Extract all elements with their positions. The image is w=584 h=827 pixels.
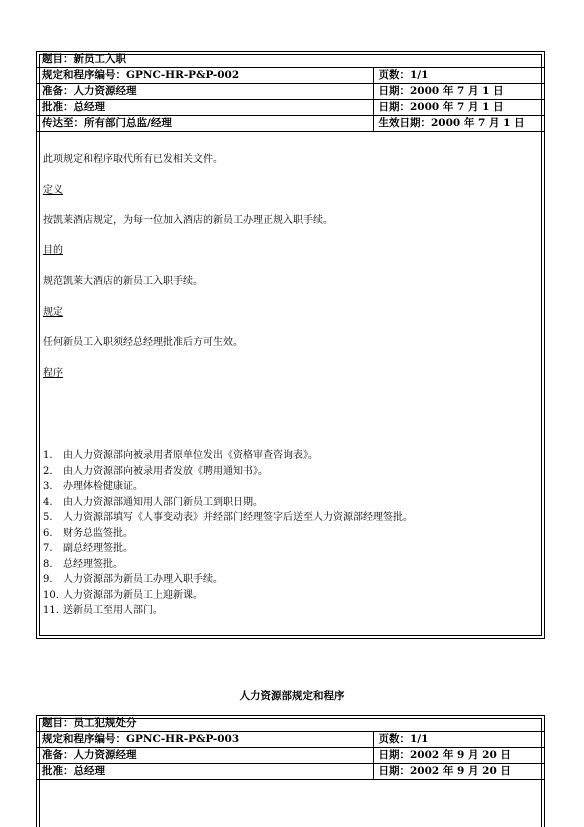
step-number: 5. [43, 512, 53, 523]
section-title: 人力资源部规定和程序 [239, 690, 345, 702]
prepared-date: 2002 年 9 月 20 日 [410, 749, 511, 761]
step-text: 总经理签批。 [63, 558, 123, 570]
distribution-row [37, 116, 544, 132]
title-row [37, 716, 544, 732]
page-label: 页数： [378, 69, 410, 81]
prepared-date-label: 日期： [378, 749, 410, 761]
approved-date-label: 日期： [378, 765, 410, 777]
policy-text: 任何新员工入职须经总经理批准后方可生效。 [43, 337, 243, 348]
step-text: 人力资源部为新员工办理入职手续。 [63, 574, 223, 585]
policy-heading: 规定 [43, 307, 63, 318]
procedure-step [43, 493, 413, 509]
step-text: 由人力资源部通知用人部门新员工到职日期。 [63, 496, 263, 508]
procedure-step [43, 477, 413, 493]
purpose-heading: 目的 [43, 245, 63, 256]
approved-date-label: 日期： [378, 101, 410, 113]
approved-label: 批准： [42, 765, 74, 777]
approved-date: 2000 年 7 月 1 日 [410, 101, 504, 113]
prepared-label: 准备： [42, 749, 74, 761]
procedure-document-2 [36, 715, 545, 827]
procedure-step [43, 586, 413, 602]
step-number: 1. [43, 450, 53, 461]
title-label: 题目： [42, 717, 74, 729]
document-code: GPNC-HR-P&P-002 [126, 69, 240, 81]
page-count: 1/1 [410, 733, 429, 745]
step-text: 由人力资源部向被录用者原单位发出《资格审查咨询表》。 [63, 450, 318, 461]
approved-row [37, 100, 544, 116]
prepared-by: 人力资源经理 [73, 85, 137, 97]
header-table-2 [37, 716, 544, 780]
approved-label: 批准： [42, 101, 74, 113]
step-text: 副总经理签批。 [63, 543, 133, 554]
step-number: 8. [43, 558, 53, 570]
procedure-step [43, 462, 413, 478]
step-number: 6. [43, 527, 53, 539]
effective-date-label: 生效日期： [378, 117, 431, 129]
definition-text: 按凯莱酒店规定，为每一位加入酒店的新员工办理正规入职手续。 [43, 215, 333, 226]
approved-date: 2002 年 9 月 20 日 [410, 765, 511, 777]
prepared-row [37, 84, 544, 100]
procedure-step [43, 446, 413, 462]
step-text: 办理体检健康证。 [63, 481, 143, 492]
step-number: 9. [43, 574, 53, 585]
code-label: 规定和程序编号： [42, 733, 126, 745]
intro-text: 此项规定和程序取代所有已发相关文件。 [43, 154, 223, 165]
prepared-by: 人力资源经理 [73, 749, 137, 761]
approved-by: 总经理 [73, 765, 105, 777]
title-row [37, 52, 544, 68]
document-code: GPNC-HR-P&P-003 [126, 733, 240, 745]
step-text: 人力资源部为新员工上迎新课。 [63, 589, 203, 601]
step-number: 2. [43, 465, 53, 477]
procedure-step [43, 524, 413, 540]
step-number: 7. [43, 543, 53, 554]
step-text: 人力资源部填写《人事变动表》并经部门经理签字后送至人力资源部经理签批。 [63, 512, 413, 523]
page-count: 1/1 [410, 69, 429, 81]
prepared-label: 准备： [42, 85, 74, 97]
distribution: 所有部门总监/经理 [84, 117, 172, 129]
step-number: 3. [43, 481, 53, 492]
step-text: 由人力资源部向被录用者发放《聘用通知书》。 [63, 465, 268, 477]
header-table-1 [37, 52, 544, 132]
code-row [37, 732, 544, 748]
step-text: 送新员工至用人部门。 [63, 605, 163, 616]
code-label: 规定和程序编号： [42, 69, 126, 81]
procedure-step [43, 601, 413, 617]
document-title: 员工犯规处分 [73, 717, 137, 729]
procedure-step [43, 508, 413, 524]
purpose-text: 规范凯莱大酒店的新员工入职手续。 [43, 276, 203, 287]
step-text: 财务总监签批。 [63, 527, 133, 539]
definition-heading: 定义 [43, 185, 63, 196]
prepared-row [37, 748, 544, 764]
procedure-step [43, 555, 413, 571]
procedure-heading: 程序 [43, 368, 63, 379]
code-row [37, 68, 544, 84]
distribution-label: 传达至： [42, 117, 84, 129]
step-number: 4. [43, 496, 53, 508]
procedure-document-1 [36, 51, 545, 639]
procedure-step [43, 570, 413, 586]
approved-by: 总经理 [73, 101, 105, 113]
page-label: 页数： [378, 733, 410, 745]
title-label: 题目： [42, 53, 74, 65]
effective-date: 2000 年 7 月 1 日 [431, 117, 525, 129]
approved-row [37, 764, 544, 780]
step-number: 11. [43, 605, 59, 616]
document-title: 新员工入职 [73, 53, 126, 65]
prepared-date-label: 日期： [378, 85, 410, 97]
procedure-steps [43, 446, 413, 617]
procedure-step [43, 539, 413, 555]
prepared-date: 2000 年 7 月 1 日 [410, 85, 504, 97]
step-number: 10. [43, 589, 59, 601]
